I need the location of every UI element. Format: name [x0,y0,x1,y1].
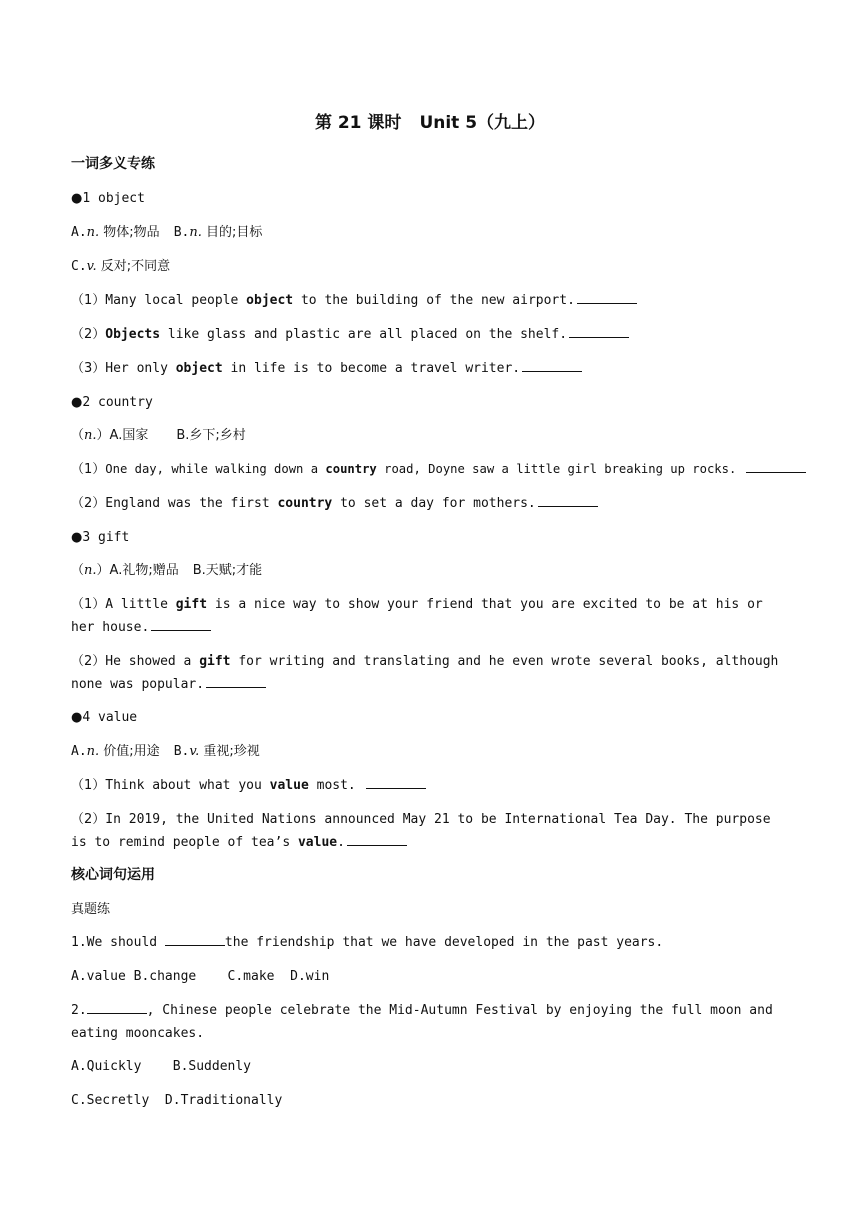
question-2: 2. , Chinese people celebrate the Mid-Autumn Festival by enjoying the full moon and eating mooncakes. [71,1003,773,1041]
example-sentence: （2）England was the first country to set a day for mothers. [71,492,791,515]
bullet-icon: ● [71,710,83,725]
word-senses: C.v. 反对;不同意 [71,259,171,274]
page-title [0,108,860,133]
word-text: object [98,191,145,206]
answer-blank[interactable] [87,1001,147,1014]
example-sentence: （3）Her only object in life is to become a travel writer. [71,357,791,380]
word-entry-object [71,187,791,210]
unit-label: Unit 5（九上） [419,113,546,133]
section-heading-polysemy: 一词多义专练 [71,156,155,172]
lesson-number: 第 21 课时 [314,113,402,133]
example-sentence: （1）A little gift is a nice way to show your friend that you are excited to be at his or her house. [71,597,763,635]
section-heading-core: 核心词句运用 [71,867,155,883]
word-senses: （n.）A.国家 B.乡下;乡村 [71,428,246,443]
word-senses: （n.）A.礼物;赠品 B.天赋;才能 [71,563,263,578]
answer-blank[interactable] [538,494,598,507]
answer-blank[interactable] [347,833,407,846]
example-sentence: （2）In 2019, the United Nations announced May 21 to be International Tea Day. The purpose is to remind people of tea’s value. [71,812,771,850]
answer-blank[interactable] [366,776,426,789]
word-senses: A.n. 物体;物品 B.n. 目的;目标 [71,225,263,240]
word-entry-value: ●4 value [71,710,138,725]
answer-blank[interactable] [746,460,806,473]
answer-blank[interactable] [151,618,211,631]
subheading-practice: 真题练 [71,902,111,917]
answer-blank[interactable] [206,675,266,688]
answer-blank[interactable] [165,933,225,946]
bullet-icon: ● [71,191,83,206]
bullet-icon: ● [71,395,83,410]
answer-blank[interactable] [569,325,629,338]
answer-blank[interactable] [522,359,582,372]
bullet-icon: ● [71,530,83,545]
word-senses: A.n. 价值;用途 B.v. 重视;珍视 [71,744,260,759]
question-1: 1.We should the friendship that we have developed in the past years. [71,935,664,950]
example-sentence: （1）Many local people object to the building of the new airport. [71,289,791,312]
example-sentence: （2）Objects like glass and plastic are all placed on the shelf. [71,323,791,346]
word-number: 1 [82,191,91,206]
question-2-options: C.Secretly D.Traditionally [71,1093,283,1108]
word-entry-gift: ●3 gift [71,530,130,545]
example-sentence: （1）One day, while walking down a country road, Doyne saw a little girl breaking up rocks. [71,458,791,481]
answer-blank[interactable] [577,291,637,304]
question-1-options: A.value B.change C.make D.win [71,969,330,984]
example-sentence: （1）Think about what you value most. [71,774,791,797]
word-entry-country: ●2 country [71,395,153,410]
example-sentence: （2）He showed a gift for writing and translating and he even wrote several books, although none was popular. [71,654,779,692]
question-2-options: A.Quickly B.Suddenly [71,1059,252,1074]
